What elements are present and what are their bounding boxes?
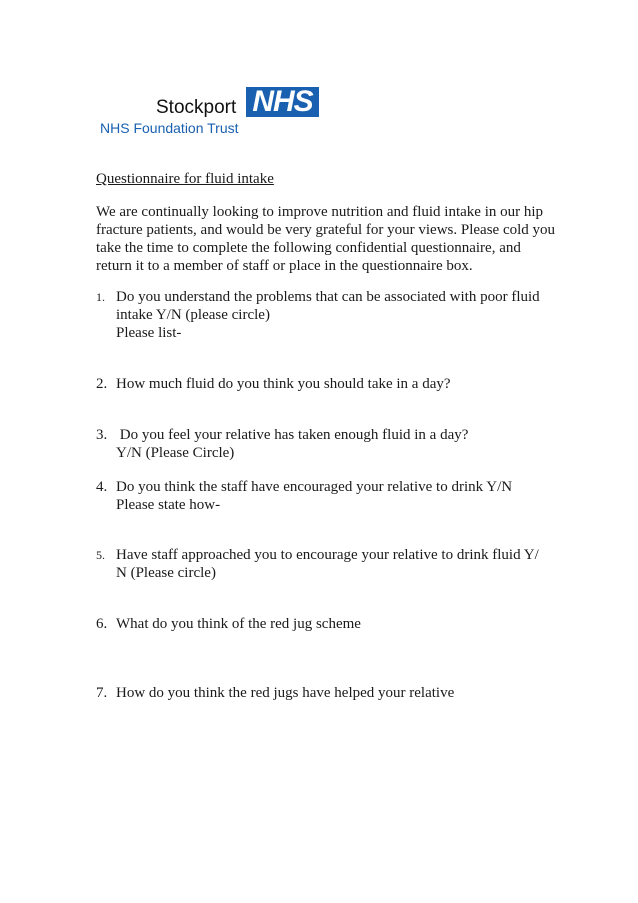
question-6 bbox=[96, 615, 556, 633]
question-text: Do you understand the problems that can be associated with poor fluid bbox=[116, 289, 540, 305]
question-number: 5. bbox=[96, 548, 105, 562]
intro-paragraph: We are continually looking to improve nutrition and fluid intake in our hip fracture patients, and would be very grateful for your views. Please cold you take the time to complete the following confidential questionnaire, and return it to a member of staff or place in the questionnaire box. bbox=[96, 204, 556, 274]
question-1 bbox=[96, 288, 556, 342]
question-text: Please list- bbox=[116, 325, 182, 341]
question-5 bbox=[96, 546, 556, 582]
question-text: N (Please circle) bbox=[116, 565, 216, 581]
question-text: What do you think of the red jug scheme bbox=[116, 616, 361, 632]
question-text: Do you think the staff have encouraged your relative to drink Y/N bbox=[116, 479, 513, 495]
question-2 bbox=[96, 375, 556, 393]
question-text: intake Y/N (please circle) bbox=[116, 307, 270, 323]
nhs-badge: NHS bbox=[246, 87, 319, 117]
question-text: Y/N (Please Circle) bbox=[116, 445, 235, 461]
question-4 bbox=[96, 478, 556, 514]
question-number: 3. bbox=[96, 427, 108, 443]
question-text: Please state how- bbox=[116, 497, 221, 513]
question-text: How much fluid do you think you should take in a day? bbox=[116, 376, 451, 392]
question-3 bbox=[96, 426, 556, 462]
question-7 bbox=[96, 684, 556, 702]
logo-trust-name: NHS Foundation Trust bbox=[100, 120, 239, 136]
question-text: Do you feel your relative has taken enough fluid in a day? bbox=[116, 427, 469, 443]
question-number: 1. bbox=[96, 290, 105, 304]
question-number: 2. bbox=[96, 376, 108, 392]
question-text: How do you think the red jugs have helped your relative bbox=[116, 685, 455, 701]
question-number: 7. bbox=[96, 685, 108, 701]
question-number: 6. bbox=[96, 616, 108, 632]
nhs-logo bbox=[96, 86, 326, 138]
questionnaire-body bbox=[96, 170, 556, 702]
question-number: 4. bbox=[96, 479, 108, 495]
page-title: Questionnaire for fluid intake bbox=[96, 171, 274, 187]
question-text: Have staff approached you to encourage your relative to drink fluid Y/ bbox=[116, 547, 539, 563]
logo-org-name: Stockport bbox=[156, 97, 237, 118]
